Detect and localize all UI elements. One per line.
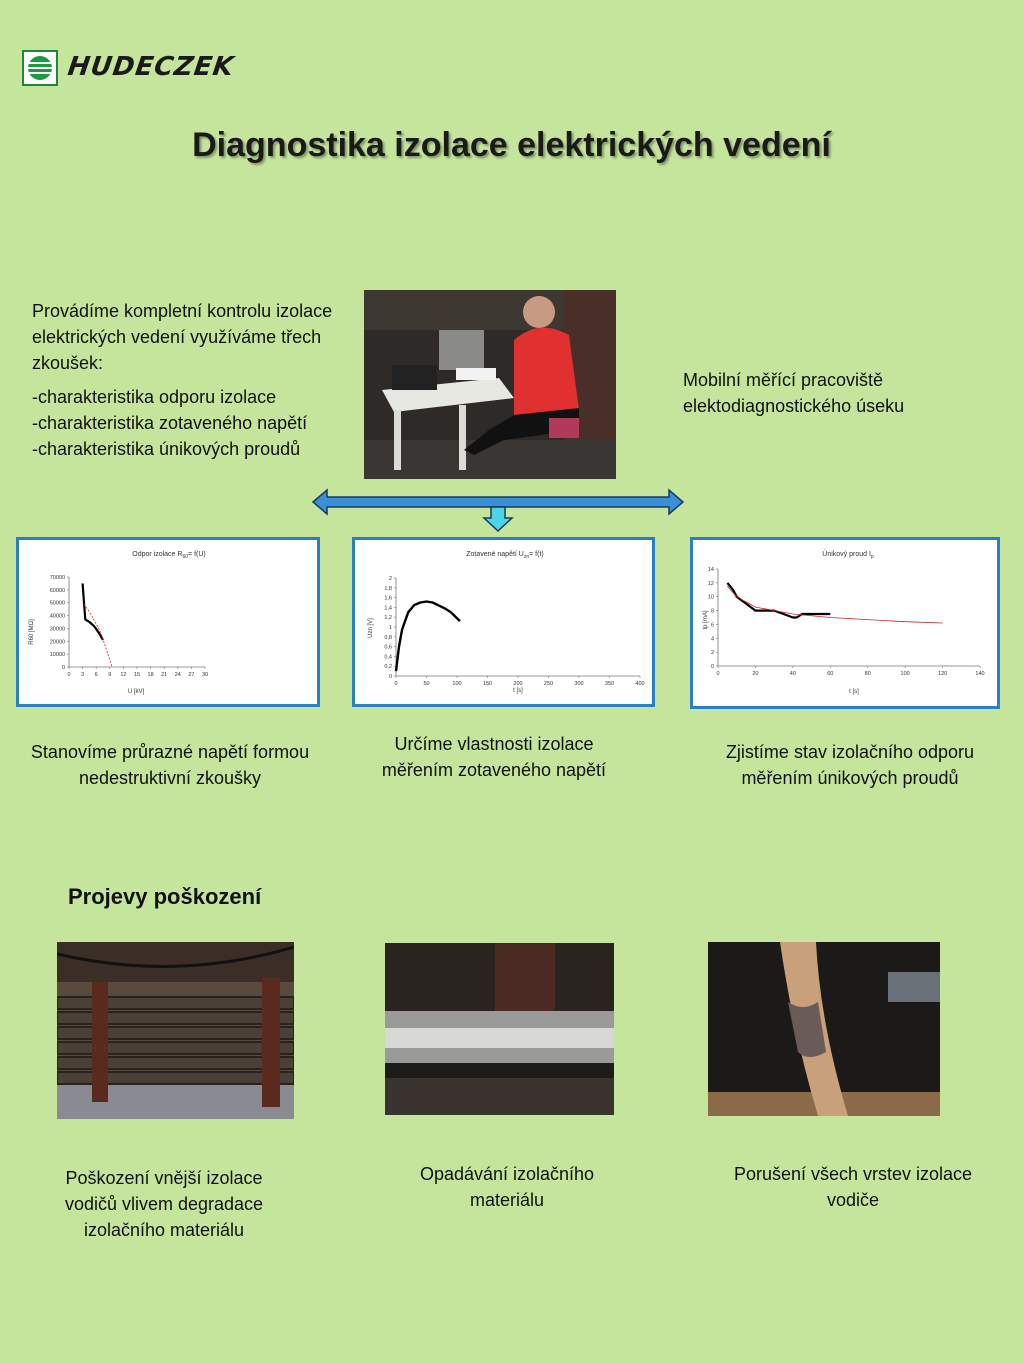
chart-caption: Zjistíme stav izolačního odporu měřením únikových proudů — [725, 742, 975, 788]
x-tick-label: 15 — [133, 672, 141, 678]
y-tick-label: 40000 — [49, 613, 65, 620]
chart-title: Únikový proud $I_p$ — [822, 551, 874, 560]
x-tick-label: 0 — [67, 672, 71, 678]
series-line — [84, 604, 112, 667]
y-tick-label: 8 — [710, 608, 714, 615]
y-tick-label: 4 — [710, 636, 714, 643]
x-tick-label: 60 — [827, 671, 834, 677]
chart-title: Odpor izolace $R_{60}= f(U)$ — [132, 551, 206, 560]
x-tick-label: 80 — [864, 671, 871, 677]
y-tick-label: 0 — [710, 664, 714, 670]
x-tick-label: 300 — [574, 681, 584, 687]
logo-wordmark: HUDECZEK — [65, 52, 237, 82]
x-tick-label: 100 — [452, 681, 462, 687]
y-tick-label: 1,2 — [384, 615, 392, 622]
y-tick-label: 60000 — [49, 587, 65, 594]
series-line — [396, 602, 460, 672]
y-tick-label: 0,4 — [384, 654, 392, 661]
y-tick-label: 10000 — [49, 652, 65, 659]
y-tick-label: 20000 — [49, 639, 65, 646]
y-tick-label: 14 — [707, 567, 714, 573]
y-tick-label: 1 — [388, 625, 392, 631]
chart-caption: Stanovíme průrazné napětí formou nedestruktivní zkoušky — [30, 742, 310, 788]
damage-photo-all-layers — [708, 942, 940, 1116]
y-tick-label: 12 — [707, 580, 714, 587]
damage-caption: Porušení všech vrstev izolace vodiče — [733, 1164, 973, 1210]
y-tick-label: 0 — [388, 674, 392, 680]
y-tick-label: 1,6 — [384, 595, 392, 602]
damage-caption: Opadávání izolačního materiálu — [419, 1164, 595, 1210]
y-tick-label: 2 — [710, 650, 714, 657]
y-tick-label: 10 — [707, 594, 714, 601]
x-tick-label: 24 — [174, 672, 181, 678]
y-tick-label: 2 — [388, 576, 392, 582]
y-axis-label: Ip [mA] — [703, 610, 709, 630]
x-tick-label: 100 — [900, 671, 910, 677]
test-item: -charakteristika zotaveného napětí — [32, 413, 308, 433]
damage-photo-peeling-material — [385, 943, 614, 1115]
y-tick-label: 0,8 — [384, 634, 392, 641]
series-line — [727, 586, 942, 623]
y-tick-label: 50000 — [49, 600, 65, 607]
insulation-resistance-chart — [16, 537, 320, 707]
x-tick-label: 6 — [94, 672, 98, 678]
x-tick-label: 200 — [513, 681, 523, 687]
damage-caption: Poškození vnější izolace vodičů vlivem degradace izolačního materiálu — [64, 1168, 264, 1240]
y-tick-label: 6 — [710, 622, 714, 629]
x-tick-label: 50 — [423, 681, 430, 687]
chart-caption: Určíme vlastnosti izolace měřením zotaveného napětí — [381, 734, 607, 780]
y-axis-label: Uzn [V] — [368, 618, 374, 638]
intro-text — [32, 298, 352, 462]
y-tick-label: 70000 — [49, 575, 65, 581]
y-tick-label: 0 — [61, 665, 65, 671]
y-tick-label: 30000 — [49, 626, 65, 633]
y-tick-label: 1,4 — [384, 605, 392, 612]
section-heading: Projevy poškození — [68, 884, 262, 909]
logo-emblem-icon — [22, 50, 58, 86]
double-arrow-icon — [310, 488, 686, 534]
test-item: -charakteristika odporu izolace — [32, 387, 277, 407]
y-axis-label: R60 [MΩ] — [29, 619, 35, 645]
chart-title: Zotavené napětí $U_{zn}= f(t)$ — [466, 551, 544, 560]
y-tick-label: 0,6 — [384, 644, 392, 651]
mobile-lab-photo — [364, 290, 616, 479]
x-tick-label: 140 — [975, 671, 985, 677]
x-tick-label: 0 — [716, 671, 720, 677]
x-tick-label: 40 — [789, 671, 796, 677]
y-tick-label: 0,2 — [384, 664, 392, 671]
leakage-current-chart — [690, 537, 1000, 709]
x-tick-label: 150 — [482, 681, 493, 687]
x-tick-label: 250 — [543, 681, 554, 687]
x-tick-label: 9 — [108, 672, 112, 678]
test-list — [32, 384, 352, 462]
damage-photo-outer-insulation — [57, 942, 294, 1119]
test-item: -charakteristika únikových proudů — [32, 439, 301, 459]
x-tick-label: 18 — [147, 672, 154, 678]
y-tick-label: 1,8 — [384, 585, 392, 592]
x-tick-label: 3 — [81, 672, 85, 678]
x-tick-label: 0 — [394, 681, 398, 687]
mobile-lab-caption: Mobilní měřící pracoviště elektodiagnostického úseku — [683, 370, 905, 416]
x-tick-label: 350 — [604, 681, 615, 687]
recovery-voltage-chart — [352, 537, 655, 707]
intro-paragraph: Provádíme kompletní kontrolu izolace elektrických vedení využíváme třech zkoušek: — [32, 301, 333, 373]
x-tick-label: 120 — [937, 671, 948, 677]
x-axis-label: t [s] — [849, 689, 859, 695]
x-tick-label: 30 — [201, 672, 209, 678]
company-logo — [22, 50, 237, 90]
page-title: Diagnostika izolace elektrických vedení — [192, 126, 831, 164]
x-tick-label: 27 — [188, 672, 195, 678]
x-axis-label: U [kV] — [127, 689, 145, 695]
x-tick-label: 400 — [635, 681, 645, 687]
x-tick-label: 21 — [161, 672, 168, 678]
x-tick-label: 20 — [752, 671, 759, 677]
x-tick-label: 12 — [120, 672, 127, 678]
x-axis-label: t [s] — [513, 688, 523, 694]
